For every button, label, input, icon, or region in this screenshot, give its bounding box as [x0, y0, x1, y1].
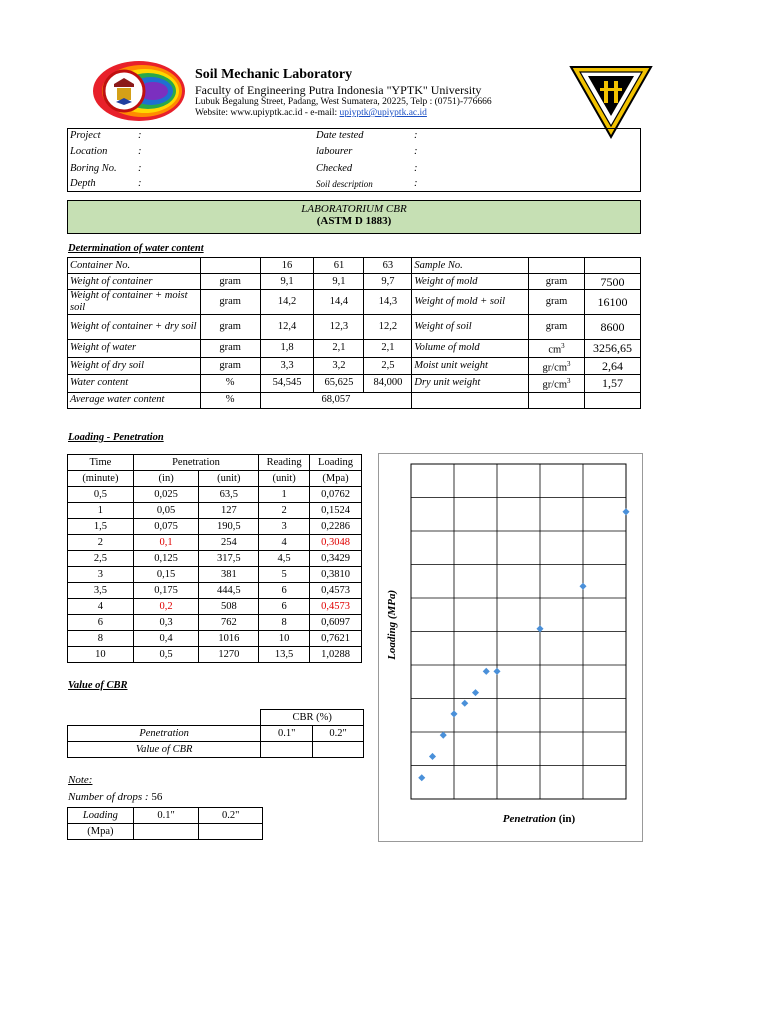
colon: :: [138, 178, 142, 189]
penetration-in-cell: 0,05: [133, 503, 199, 519]
penetration-unit-cell: 381: [199, 567, 259, 583]
note-loading-table: [67, 807, 263, 840]
penetration-unit-cell: 1270: [199, 647, 259, 663]
loading-cell: 1,0288: [310, 647, 362, 663]
y-axis-label: Loading (MPa): [386, 589, 398, 660]
value-cell: 84,000: [364, 375, 412, 393]
table-row: [68, 615, 362, 631]
table-row: [68, 567, 362, 583]
column-header: (minute): [68, 471, 134, 487]
data-point: [440, 732, 447, 739]
value-cell: 8600: [584, 315, 640, 340]
penetration-unit-cell: 1016: [199, 631, 259, 647]
checked-label: Checked: [316, 163, 353, 174]
row-label: Weight of soil: [412, 315, 529, 340]
column-header: Time: [68, 455, 134, 471]
reading-cell: 6: [259, 583, 310, 599]
university-logo-left: [92, 60, 187, 122]
row-label: Penetration: [68, 726, 261, 742]
table-row: [68, 274, 641, 290]
superscript: 3: [567, 377, 571, 385]
table-row: [68, 824, 263, 840]
table-row: [68, 357, 641, 375]
row-label: Moist unit weight: [412, 357, 529, 375]
table-row: [68, 742, 364, 758]
time-cell: 3: [68, 567, 134, 583]
average-water-content-label: Average water content: [68, 392, 201, 408]
faculty-name: Faculty of Engineering Putra Indonesia "YPTK" University: [195, 83, 482, 97]
unit-cell: gram: [200, 274, 260, 290]
reading-cell: 4,5: [259, 551, 310, 567]
unit-cell: gram: [200, 290, 260, 315]
penetration-in-cell: 0,175: [133, 583, 199, 599]
column-header: (unit): [259, 471, 310, 487]
drops-value: 56: [151, 791, 163, 803]
website-line: [195, 108, 427, 118]
row-label: Water content: [68, 375, 201, 393]
colon: :: [414, 146, 418, 157]
sample-no-label: Sample No.: [412, 258, 529, 274]
loading-cell: 0,4573: [310, 583, 362, 599]
value-cell: 9,1: [260, 274, 314, 290]
loading-cell: 0,7621: [310, 631, 362, 647]
unit-cell: %: [200, 375, 260, 393]
penetration-in-cell: 0,075: [133, 519, 199, 535]
table-row: [68, 487, 362, 503]
data-point: [461, 700, 468, 707]
value-cell: 16100: [584, 290, 640, 315]
value-cell: 14,4: [314, 290, 364, 315]
value-cell: 2,1: [364, 340, 412, 358]
loading-penetration-chart: [378, 453, 643, 842]
row-label: Weight of mold + soil: [412, 290, 529, 315]
data-point: [493, 668, 500, 675]
loading-cell: 0,3048: [310, 535, 362, 551]
x-axis-label-text: Penetration: [502, 813, 556, 825]
table-row: [68, 340, 641, 358]
colon: :: [138, 163, 142, 174]
loading-cell: 0,6097: [310, 615, 362, 631]
value-cell: 1,8: [260, 340, 314, 358]
drops-line: [68, 791, 162, 803]
water-content-table: [67, 257, 641, 409]
penetration-in-cell: 0,1: [133, 535, 199, 551]
column-header: (in): [133, 471, 199, 487]
row-label: Loading: [68, 808, 134, 824]
reading-cell: 5: [259, 567, 310, 583]
website-text: Website: www.upiyptk.ac.id - e-mail:: [195, 108, 340, 118]
time-cell: 6: [68, 615, 134, 631]
table-header-row: [68, 471, 362, 487]
value-cell: 3256,65: [584, 340, 640, 358]
penetration-unit-cell: 444,5: [199, 583, 259, 599]
address: Lubuk Begalung Street, Padang, West Sumatera, 20225, Telp : (0751)-776666: [195, 97, 492, 107]
table-row: [68, 808, 263, 824]
reading-cell: 6: [259, 599, 310, 615]
container-cell: 16: [260, 258, 314, 274]
superscript: 3: [567, 359, 571, 368]
loading-penetration-table: [67, 454, 362, 663]
loading-cell: 0,3810: [310, 567, 362, 583]
data-point: [483, 668, 490, 675]
time-cell: 10: [68, 647, 134, 663]
container-no-label: Container No.: [68, 258, 201, 274]
penetration-unit-cell: 762: [199, 615, 259, 631]
table-row: [68, 392, 641, 408]
value-cell: 2,64: [584, 357, 640, 375]
email-link[interactable]: upiyptk@upiyptk.ac.id: [339, 108, 427, 118]
value-cell: 12,3: [314, 315, 364, 340]
time-cell: 1,5: [68, 519, 134, 535]
colon: :: [138, 146, 142, 157]
column-header: 0.1": [261, 726, 313, 742]
date-tested-label: Date tested: [316, 130, 364, 141]
penetration-in-cell: 0,125: [133, 551, 199, 567]
column-header: Loading: [310, 455, 362, 471]
loading-cell: 0,2286: [310, 519, 362, 535]
loading-cell: 0,3429: [310, 551, 362, 567]
data-point: [472, 689, 479, 696]
penetration-in-cell: 0,15: [133, 567, 199, 583]
value-cell: 3,2: [314, 357, 364, 375]
unit-cell: [529, 357, 585, 375]
time-cell: 1: [68, 503, 134, 519]
cbr-section-title: Value of CBR: [68, 680, 128, 691]
table-row: [68, 551, 362, 567]
table-row: [68, 290, 641, 315]
penetration-unit-cell: 508: [199, 599, 259, 615]
test-standard: (ASTM D 1883): [316, 215, 392, 227]
row-label: Weight of dry soil: [68, 357, 201, 375]
table-row: [68, 519, 362, 535]
row-label: Value of CBR: [68, 742, 261, 758]
value-cell: 12,4: [260, 315, 314, 340]
x-axis-label-unit: (in): [558, 813, 576, 825]
table-row: [68, 375, 641, 393]
boring-no-label: Boring No.: [70, 163, 117, 174]
row-label: Weight of water: [68, 340, 201, 358]
column-header: 0.2": [199, 808, 263, 824]
reading-cell: 1: [259, 487, 310, 503]
table-row: [68, 503, 362, 519]
loading-penetration-section-title: Loading - Penetration: [68, 432, 164, 443]
penetration-unit-cell: 254: [199, 535, 259, 551]
table-row: [68, 315, 641, 340]
project-label: Project: [70, 130, 101, 141]
drops-label: Number of drops :: [68, 791, 149, 803]
reading-cell: 8: [259, 615, 310, 631]
value-cell: [199, 824, 263, 840]
colon: :: [414, 130, 418, 141]
reading-cell: 2: [259, 503, 310, 519]
reading-cell: 4: [259, 535, 310, 551]
penetration-in-cell: 0,5: [133, 647, 199, 663]
penetration-unit-cell: 63,5: [199, 487, 259, 503]
value-cell: 14,3: [364, 290, 412, 315]
penetration-unit-cell: 317,5: [199, 551, 259, 567]
data-point: [418, 774, 425, 781]
column-header: 0.2": [313, 726, 364, 742]
data-point: [429, 753, 436, 760]
water-content-section-title: Determination of water content: [68, 243, 204, 254]
row-label: (Mpa): [68, 824, 134, 840]
unit-cell: gram: [529, 274, 585, 290]
row-label: Volume of mold: [412, 340, 529, 358]
column-header: Penetration: [133, 455, 258, 471]
unit-cell: %: [200, 392, 260, 408]
value-cell: 7500: [584, 274, 640, 290]
loading-cell: 0,1524: [310, 503, 362, 519]
unit-cell: gram: [529, 315, 585, 340]
penetration-unit-cell: 190,5: [199, 519, 259, 535]
time-cell: 2,5: [68, 551, 134, 567]
cbr-table: [67, 709, 364, 758]
table-row: [68, 710, 364, 726]
time-cell: 0,5: [68, 487, 134, 503]
time-cell: 8: [68, 631, 134, 647]
column-header: Reading: [259, 455, 310, 471]
penetration-unit-cell: 127: [199, 503, 259, 519]
table-row: [68, 726, 364, 742]
unit-cell: gram: [200, 357, 260, 375]
average-water-content-value: 68,057: [260, 392, 412, 408]
value-cell: 9,1: [314, 274, 364, 290]
container-cell: 61: [314, 258, 364, 274]
time-cell: 2: [68, 535, 134, 551]
data-point: [579, 583, 586, 590]
value-cell: 12,2: [364, 315, 412, 340]
penetration-in-cell: 0,025: [133, 487, 199, 503]
table-header-row: [68, 455, 362, 471]
note-label: Note:: [68, 774, 93, 786]
penetration-in-cell: 0,2: [133, 599, 199, 615]
value-cell: 1,57: [584, 375, 640, 393]
penetration-in-cell: 0,4: [133, 631, 199, 647]
lab-title: Soil Mechanic Laboratory: [195, 67, 353, 82]
labourer-label: labourer: [316, 146, 353, 157]
colon: :: [138, 130, 142, 141]
time-cell: 4: [68, 599, 134, 615]
unit-text: gr/cm: [542, 379, 568, 391]
value-cell: 2,1: [314, 340, 364, 358]
column-header: 0.1": [133, 808, 199, 824]
row-label: Weight of container + dry soil: [68, 315, 201, 340]
value-cell: 65,625: [314, 375, 364, 393]
container-cell: 63: [364, 258, 412, 274]
unit-cell: gram: [200, 315, 260, 340]
row-label: Weight of container: [68, 274, 201, 290]
value-cell: [313, 742, 364, 758]
colon: :: [414, 163, 418, 174]
unit-cell: [529, 375, 585, 393]
table-row: [68, 647, 362, 663]
value-cell: 3,3: [260, 357, 314, 375]
colon: :: [414, 178, 418, 189]
table-row: [68, 583, 362, 599]
x-axis-label: [503, 813, 576, 825]
depth-label: Depth: [70, 178, 96, 189]
value-cell: 9,7: [364, 274, 412, 290]
row-label: Weight of container + moist soil: [68, 290, 201, 315]
reading-cell: 3: [259, 519, 310, 535]
penetration-in-cell: 0,3: [133, 615, 199, 631]
column-header: (Mpa): [310, 471, 362, 487]
reading-cell: 13,5: [259, 647, 310, 663]
value-cell: 54,545: [260, 375, 314, 393]
value-cell: [133, 824, 199, 840]
loading-cell: 0,0762: [310, 487, 362, 503]
loading-cell: 0,4573: [310, 599, 362, 615]
reading-cell: 10: [259, 631, 310, 647]
unit-text: gr/cm: [542, 362, 568, 373]
test-title: LABORATORIUM CBR: [301, 203, 407, 215]
data-point: [622, 508, 629, 515]
unit-text: cm: [548, 344, 562, 356]
soil-description-label: Soil description: [316, 179, 373, 189]
row-label: Dry unit weight: [412, 375, 529, 393]
row-label: Weight of mold: [412, 274, 529, 290]
value-cell: 14,2: [260, 290, 314, 315]
unit-cell: gram: [200, 340, 260, 358]
superscript: 3: [561, 342, 565, 350]
chart-svg: [379, 454, 642, 841]
data-point: [450, 710, 457, 717]
table-row: [68, 535, 362, 551]
unit-cell: [529, 340, 585, 358]
test-title-box: [67, 200, 641, 234]
table-row: [68, 258, 641, 274]
location-label: Location: [70, 146, 108, 157]
value-cell: 2,5: [364, 357, 412, 375]
time-cell: 3,5: [68, 583, 134, 599]
column-header: (unit): [199, 471, 259, 487]
table-row: [68, 631, 362, 647]
cbr-header: CBR (%): [261, 710, 364, 726]
unit-cell: gram: [529, 290, 585, 315]
project-info-box: [67, 128, 641, 192]
value-cell: [261, 742, 313, 758]
table-row: [68, 599, 362, 615]
